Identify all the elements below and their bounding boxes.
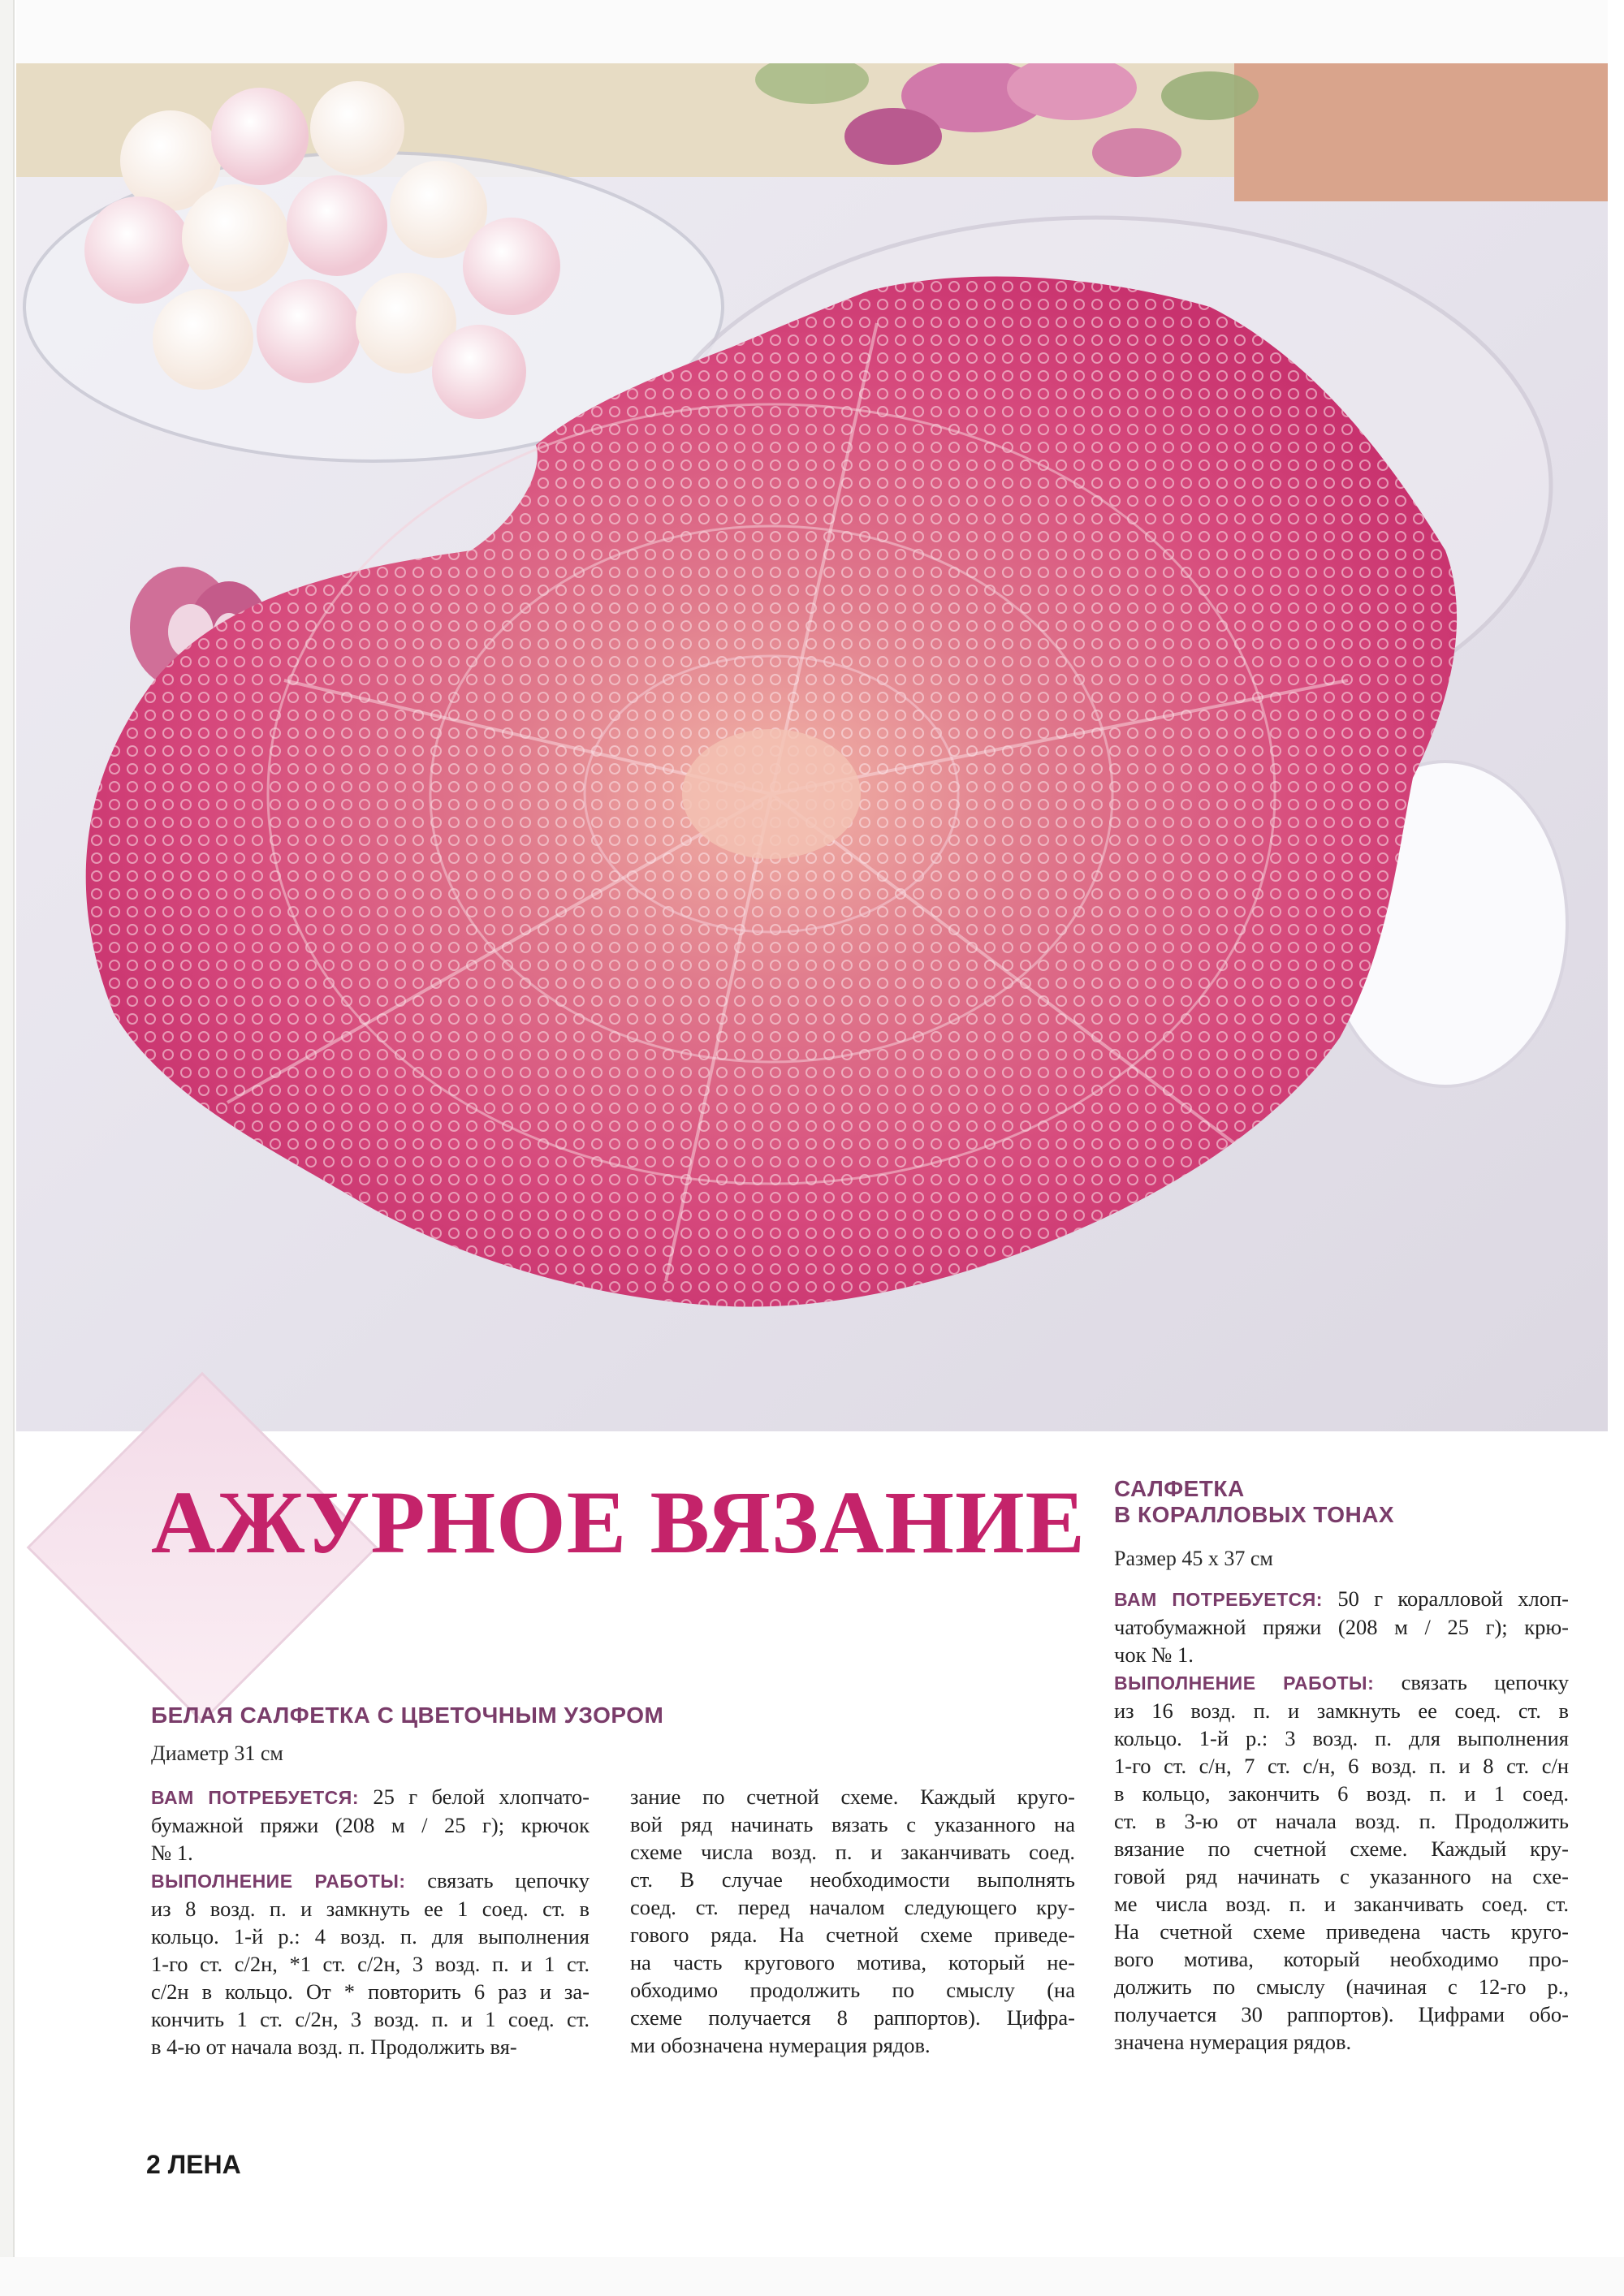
text-line	[1114, 1835, 1569, 1862]
white-napkin-heading: БЕЛАЯ САЛФЕТКА С ЦВЕТОЧНЫМ УЗОРОМ	[151, 1703, 664, 1728]
text-line	[1114, 1973, 1569, 2000]
text-line	[1114, 1585, 1569, 1613]
text-run: ст. В случае необходимости выполнять	[630, 1867, 1075, 1892]
text-run: схеме получается 8 раппортов). Цифра-	[630, 2005, 1075, 2030]
text-run: говой ряд начинать с указанного на схе-	[1114, 1864, 1569, 1888]
text-line	[630, 1976, 1075, 2004]
text-line	[1114, 1697, 1569, 1724]
section-label: ВЫПОЛНЕНИЕ РАБОТЫ:	[1114, 1672, 1375, 1694]
text-line	[630, 1810, 1075, 1838]
text-run: в 4-ю от начала возд. п. Продолжить вя-	[151, 2035, 517, 2059]
text-line	[1114, 1752, 1569, 1780]
section-label: ВАМ ПОТРЕБУЕТСЯ:	[1114, 1589, 1323, 1610]
coral-napkin-heading	[1114, 1476, 1394, 1528]
text-run: вого мотива, который необходимо про-	[1114, 1947, 1569, 1971]
text-run: должить по смыслу (начиная с 12-го р.,	[1114, 1974, 1569, 1999]
text-line	[1114, 1890, 1569, 1918]
text-run: На счетной схеме приведена часть круго-	[1114, 1919, 1569, 1944]
text-run: на часть кругового мотива, который не-	[630, 1950, 1075, 1974]
text-line	[151, 1895, 590, 1923]
text-line	[1114, 1780, 1569, 1807]
text-run: в кольцо, закончить 6 возд. п. и 1 соед.	[1114, 1781, 1569, 1806]
text-run: кольцо. 1-й р.: 4 возд. п. для выполнения	[151, 1924, 590, 1949]
text-run: зание по счетной схеме. Каждый круго-	[630, 1785, 1075, 1809]
text-run: связать цепочку	[405, 1868, 590, 1892]
page-edge	[0, 0, 15, 2296]
text-line	[1114, 1668, 1569, 1697]
text-run: из 8 возд. п. и замкнуть ее 1 соед. ст. в	[151, 1897, 590, 1921]
text-line	[630, 1866, 1075, 1893]
photo-top-margin	[16, 0, 1608, 65]
text-line	[151, 1923, 590, 1950]
text-line	[1114, 1641, 1569, 1668]
text-run: вой ряд начинать вязать с указанного на	[630, 1812, 1075, 1836]
text-run: схеме числа возд. п. и заканчивать соед.	[630, 1840, 1075, 1864]
text-run: кольцо. 1-й р.: 3 возд. п. для выполнения	[1114, 1726, 1569, 1750]
text-line	[151, 1950, 590, 1978]
text-run: соед. ст. перед началом следующего кру-	[630, 1895, 1075, 1919]
text-line	[630, 1893, 1075, 1921]
doily-photo	[16, 63, 1608, 1431]
text-run: бумажной пряжи (208 м / 25 г); крючок	[151, 1813, 590, 1837]
text-run: № 1.	[151, 1841, 193, 1865]
text-run: ми обозначена нумерация рядов.	[630, 2033, 931, 2057]
text-run: с/2н в кольцо. От * повторить 6 раз и за-	[151, 1979, 590, 2004]
text-run: ст. в 3-ю от начала возд. п. Продолжить	[1114, 1809, 1569, 1833]
coral-napkin-text	[1114, 1585, 1569, 2056]
coral-heading-line1: САЛФЕТКА	[1114, 1476, 1245, 1501]
text-run: вязание по счетной схеме. Каждый кру-	[1114, 1836, 1569, 1861]
text-line	[630, 1783, 1075, 1810]
text-run: 50 г коралловой хлоп-	[1322, 1586, 1569, 1611]
text-run: 1-го ст. с/2н, *1 ст. с/2н, 3 возд. п. и 1 ст.	[151, 1952, 590, 1976]
page-number-label: 2 ЛЕНА	[146, 2150, 241, 2179]
text-line	[1114, 1945, 1569, 1973]
text-line	[1114, 1918, 1569, 1945]
text-line	[630, 1921, 1075, 1949]
coral-heading-line2: В КОРАЛЛОВЫХ ТОНАХ	[1114, 1502, 1395, 1527]
text-line	[151, 1978, 590, 2005]
section-label: ВАМ ПОТРЕБУЕТСЯ:	[151, 1787, 359, 1808]
text-line	[151, 1839, 590, 1867]
text-line	[630, 2031, 1075, 2059]
text-run: обходимо продолжить по смыслу (на	[630, 1978, 1075, 2002]
text-run: гового ряда. На счетной схеме приведе-	[630, 1923, 1075, 1947]
text-line	[151, 1867, 590, 1895]
text-line	[151, 1783, 590, 1811]
text-run: 1-го ст. с/н, 7 ст. с/н, 6 возд. п. и 8 ст. с/н	[1114, 1754, 1569, 1778]
text-run: связать цепочку	[1374, 1670, 1570, 1694]
section-label: ВЫПОЛНЕНИЕ РАБОТЫ:	[151, 1871, 406, 1892]
text-line	[151, 2005, 590, 2033]
text-line	[1114, 2028, 1569, 2056]
text-line	[151, 1811, 590, 1839]
text-line	[630, 1838, 1075, 1866]
white-napkin-size: Диаметр 31 см	[151, 1741, 283, 1765]
text-run: 25 г белой хлопчато-	[358, 1785, 590, 1809]
white-napkin-text-col2	[630, 1783, 1075, 2059]
text-line	[1114, 1613, 1569, 1641]
text-run: ме числа возд. п. и заканчивать соед. ст.	[1114, 1892, 1569, 1916]
text-run: получается 30 раппортов). Цифрами обо-	[1114, 2002, 1569, 2026]
text-run: кончить 1 ст. с/2н, 3 возд. п. и 1 соед. ст.	[151, 2007, 590, 2031]
text-run: значена нумерация рядов.	[1114, 2030, 1352, 2054]
bottom-margin	[0, 2257, 1624, 2296]
text-line	[1114, 1724, 1569, 1752]
text-line	[1114, 2000, 1569, 2028]
text-run: чок № 1.	[1114, 1642, 1194, 1667]
text-line	[630, 2004, 1075, 2031]
coral-napkin-size: Размер 45 х 37 см	[1114, 1547, 1273, 1570]
text-line	[630, 1949, 1075, 1976]
text-run: из 16 возд. п. и замкнуть ее соед. ст. в	[1114, 1698, 1569, 1723]
white-napkin-text-col1	[151, 1783, 590, 2061]
text-line	[1114, 1862, 1569, 1890]
page-title: АЖУРНОЕ ВЯЗАНИЕ	[151, 1473, 1086, 1572]
text-line	[151, 2033, 590, 2061]
text-line	[1114, 1807, 1569, 1835]
text-run: чатобумажной пряжи (208 м / 25 г); крю-	[1114, 1615, 1569, 1639]
